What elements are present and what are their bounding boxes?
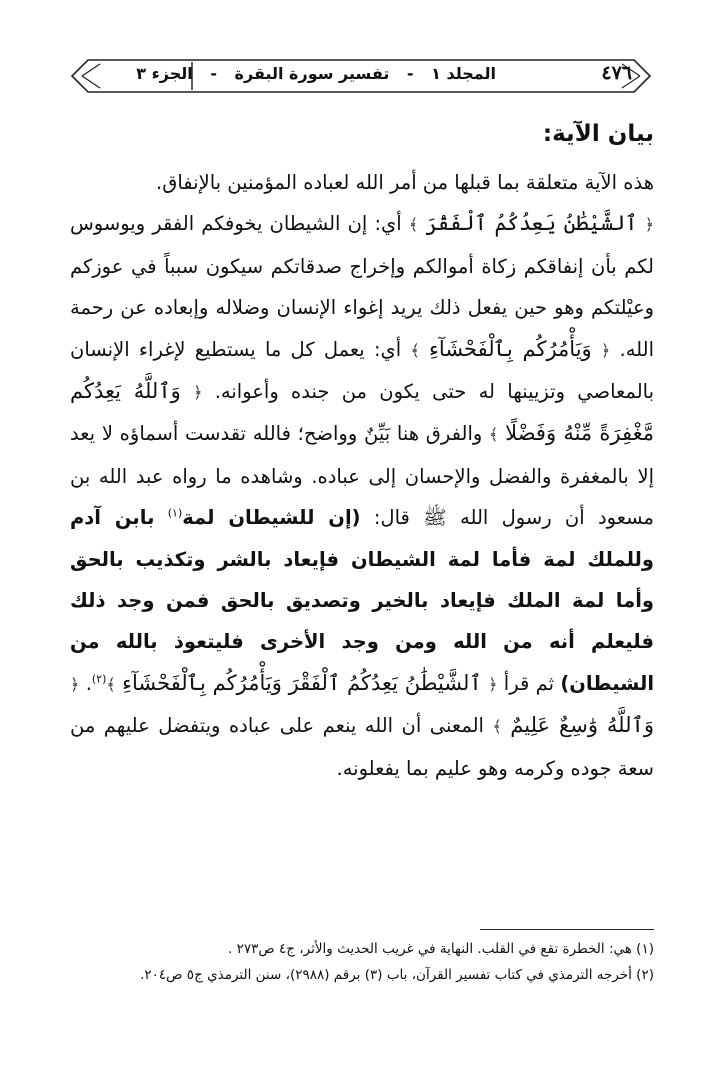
footnote-divider [480,929,654,930]
commentary-text: ثم قرأ [503,671,555,695]
ornate-bracket-close: ﴾ [410,340,420,360]
ornate-bracket-open: ﴿ [644,215,654,235]
main-text [70,112,654,789]
footnote-ref[interactable]: (٢) [91,672,107,686]
quran-verse: وَيَأْمُرُكُم بِٱلْفَحْشَآءِ [429,336,592,361]
footnote-1: (١) هي: الخطرة تقع في القلب. النهاية في غريب الحديث والأثر، ج٤ ص٢٧٣ . [228,941,654,957]
paragraph-intro: هذه الآية متعلقة بما قبلها من أمر الله لعباده المؤمنين بالإنفاق. [156,171,654,194]
ornate-bracket-close: ﴾ [408,215,419,235]
running-header [70,54,652,96]
ornate-bracket-close: ﴾ [106,674,116,694]
commentary-text: أي: يعمل كل ما يستطيع لإغراء الإنسان بالمعاصي وتزيينها له حتى يكون من جنده وأعوانه. [70,337,655,404]
hadith-text: بابن آدم وللملك لمة فأما لمة الشيطان فإيعاد بالشر وتكذيب بالحق وأما لمة الملك فإيعاد بالخير وتصديق بالحق فمن وجد ذلك فليعلم أنه من الله ومن وجد الأخرى فليتعوذ بالله من الشيطان) [70,506,655,695]
footnote-ref[interactable]: (١) [167,506,183,520]
header-separator: - [406,64,414,83]
commentary-text: أي: إن الشيطان يخوفكم الفقر ويوسوس لكم بأن إنفاقكم زكاة أموالكم وإخراج صدقاتكم سيكون سبباً في عوزكم وعيْلتكم وهو حين يفعل ذلك يريد إغواء الإنسان وضلاله وإبعاده عن رحمة الله. [70,212,654,361]
ornate-bracket-open: ﴿ [70,674,80,694]
paragraph-commentary [70,203,654,789]
header-title [130,64,502,83]
commentary-text: . [85,671,92,695]
quran-verse: وَٱللَّهُ يَعِدُكُم مَّغْفِرَةً مِّنْهُ وَفَضْلًا [70,379,654,446]
section-title: بيان الآية: [542,121,654,147]
ornate-bracket-open: ﴿ [488,674,498,694]
footnotes [70,936,654,988]
quran-verse: وَٱللَّهُ وَٰسِعٌ عَلِيمٌ [510,713,654,738]
commentary-text: والفرق هنا بَيِّنٌ وواضح؛ فالله تقدست أسماؤه لا يعد إلا بالمغفرة والفضل والإحسان إلى عباده. وشاهده ما رواه عبد الله بن مسعود أن رسول الله ﷺ قال: [70,422,654,530]
page-number: ٤٧٦ [601,62,632,84]
hadith-text: (إن للشيطان لمة [182,506,361,530]
ornate-bracket-close: ﴾ [489,425,499,445]
ornate-bracket-open: ﴿ [193,383,203,403]
header-book-title: تفسير سورة البقرة [234,64,390,83]
ornate-bracket-close: ﴾ [492,717,502,737]
commentary-text: المعنى أن الله ينعم على عباده ويتفضل عليهم من سعة جوده وكرمه وهو عليم بما يفعلونه. [70,714,654,780]
footnote-2: (٢) أخرجه الترمذي في كتاب تفسير القرآن، باب (٣) برقم (٢٩٨٨)، سنن الترمذي ج٥ ص٢٠٤. [140,967,654,983]
ornate-bracket-open: ﴿ [600,340,611,360]
quran-verse: ٱلشَّيْطَٰنُ يَعِدُكُمُ ٱلْفَقْرَ [425,211,638,236]
header-separator: - [210,64,217,83]
header-volume: المجلد ١ [431,64,496,83]
header-part: الجزء ٣ [136,64,193,83]
quran-verse: ٱلشَّيْطَٰنُ يَعِدُكُمُ ٱلْفَقْرَ وَيَأْمُرُكُم بِٱلْفَحْشَآءِ [122,670,482,695]
